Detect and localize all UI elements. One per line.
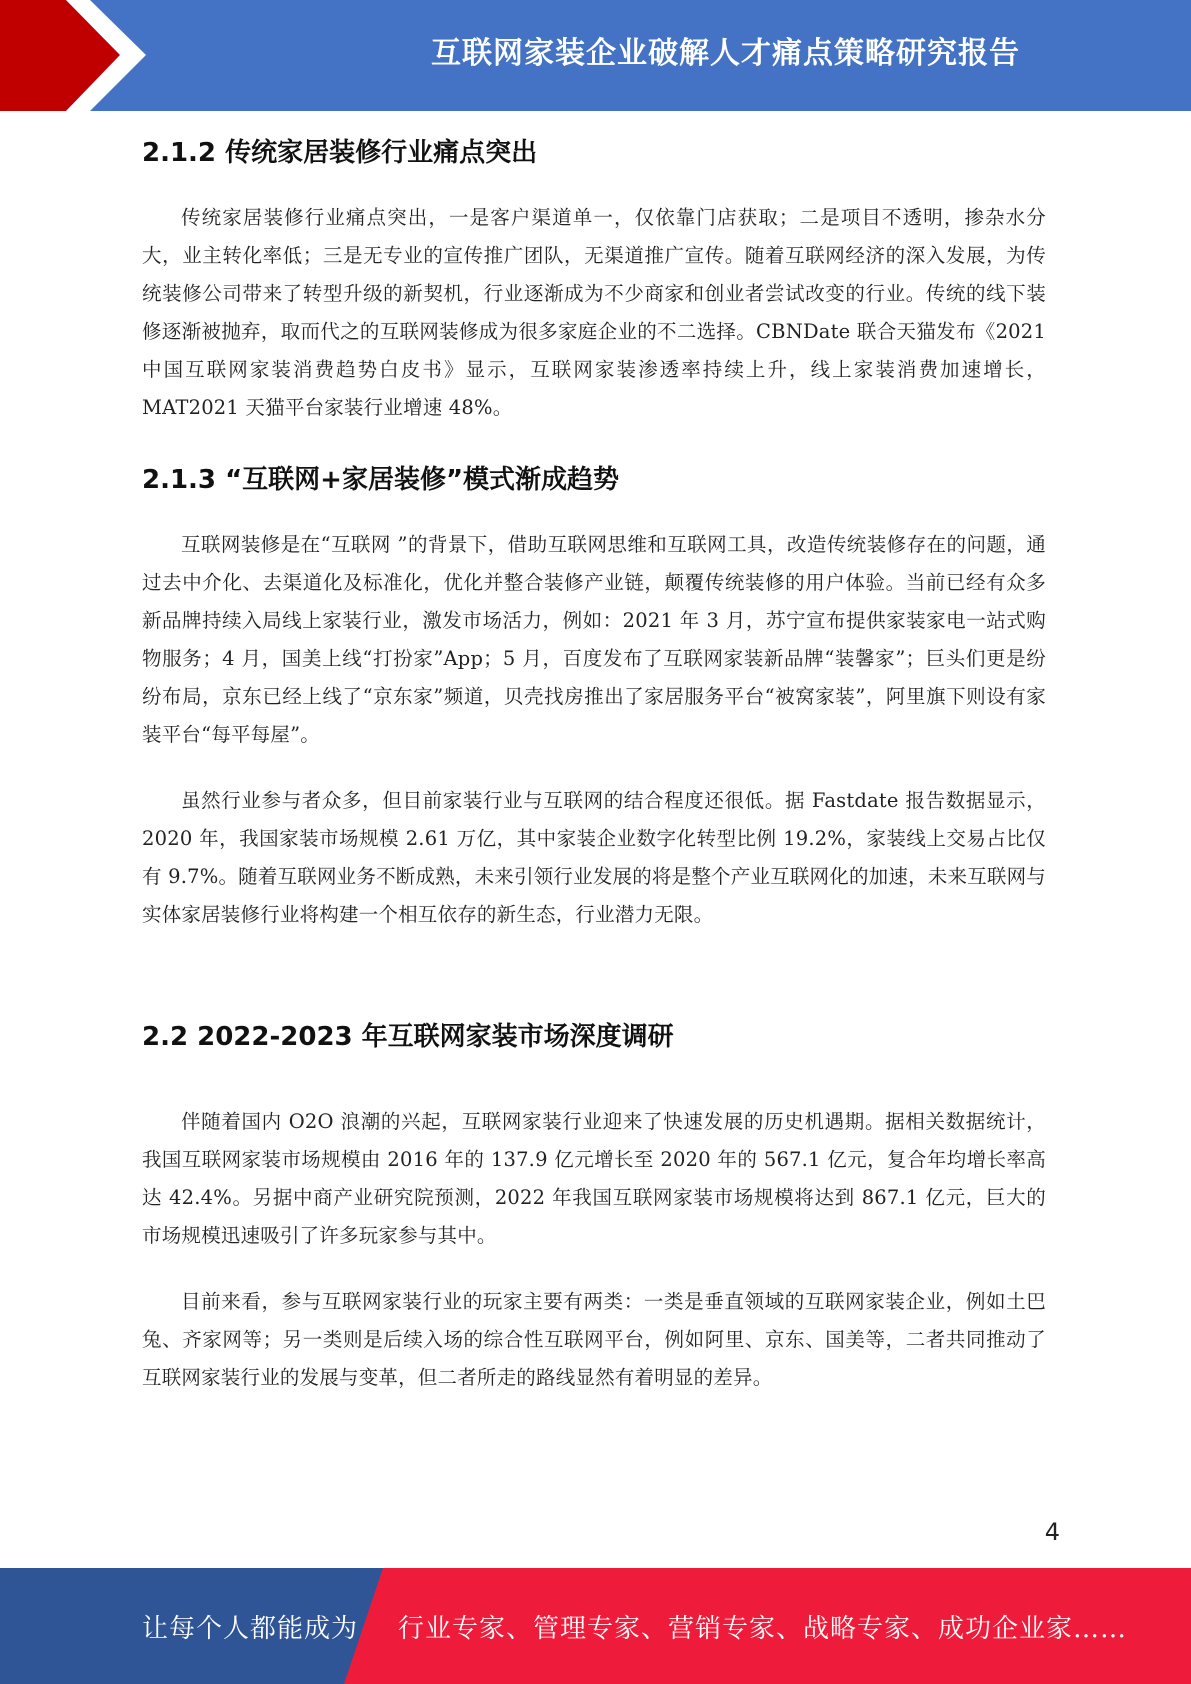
page-header <box>0 0 1191 111</box>
section-heading-2-1-3: 2.1.3 “互联网+家居装修”模式渐成趋势 <box>142 465 620 495</box>
paragraph: 目前来看，参与互联网家装行业的玩家主要有两类：一类是垂直领域的互联网家装企业，例如土巴兔、齐家网等；另一类则是后续入场的综合性互联网平台，例如阿里、京东、国美等，二者共同推动了互联网家装行业的发展与变革，但二者所走的路线显然有着明显的差异。 <box>142 1290 1046 1389</box>
paragraph: 伴随着国内 O2O 浪潮的兴起，互联网家装行业迎来了快速发展的历史机遇期。据相关数据统计，我国互联网家装市场规模由 2016 年的 137.9 亿元增长至 2020 年的 567.1 亿元，复合年均增长率高达 42.4%。另据中商产业研究院预测，2022 年我国互联网家装市场规模将达到 867.1 亿元，巨大的市场规模迅速吸引了许多玩家参与其中。 <box>142 1110 1046 1247</box>
page-footer <box>0 1568 1191 1684</box>
paragraph: 互联网装修是在“互联网 ”的背景下，借助互联网思维和互联网工具，改造传统装修存在的问题，通过去中介化、去渠道化及标准化，优化并整合装修产业链，颠覆传统装修的用户体验。当前已经有众多新品牌持续入局线上家装行业，激发市场活力，例如：2021 年 3 月，苏宁宣布提供家装家电一站式购物服务；4 月，国美上线“打扮家”App；5 月，百度发布了互联网家装新品牌“装馨家”；巨头们更是纷纷布局，京东已经上线了“京东家”频道，贝壳找房推出了家居服务平台“被窝家装”，阿里旗下则设有家装平台“每平每屋”。 <box>142 533 1046 746</box>
header-title: 互联网家装企业破解人才痛点策略研究报告 <box>431 36 1020 71</box>
section-heading-2-2: 2.2 2022-2023 年互联网家装市场深度调研 <box>142 1022 674 1052</box>
section-heading-2-1-2: 2.1.2 传统家居装修行业痛点突出 <box>142 138 538 168</box>
paragraph: 传统家居装修行业痛点突出，一是客户渠道单一，仅依靠门店获取；二是项目不透明，掺杂水分大，业主转化率低；三是无专业的宣传推广团队，无渠道推广宣传。随着互联网经济的深入发展，为传统装修公司带来了转型升级的新契机，行业逐渐成为不少商家和创业者尝试改变的行业。传统的线下装修逐渐被抛弃，取而代之的互联网装修成为很多家庭企业的不二选择。CBNDate 联合天猫发布《2021 中国互联网家装消费趋势白皮书》显示，互联网家装渗透率持续上升，线上家装消费加速增长，MAT2021 天猫平台家装行业增速 48%。 <box>142 206 1046 419</box>
document-body <box>142 120 1046 1397</box>
paragraph: 虽然行业参与者众多，但目前家装行业与互联网的结合程度还很低。据 Fastdate 报告数据显示，2020 年，我国家装市场规模 2.61 万亿，其中家装企业数字化转型比例 19.2%，家装线上交易占比仅有 9.7%。随着互联网业务不断成熟，未来引领行业发展的将是整个产业互联网化的加速，未来互联网与实体家居装修行业将构建一个相互依存的新生态，行业潜力无限。 <box>142 789 1046 926</box>
footer-slogan-right: 行业专家、管理专家、营销专家、战略专家、成功企业家…… <box>398 1613 1128 1644</box>
footer-slogan-left: 让每个人都能成为 <box>142 1613 359 1644</box>
page-number: 4 <box>1044 1518 1060 1546</box>
